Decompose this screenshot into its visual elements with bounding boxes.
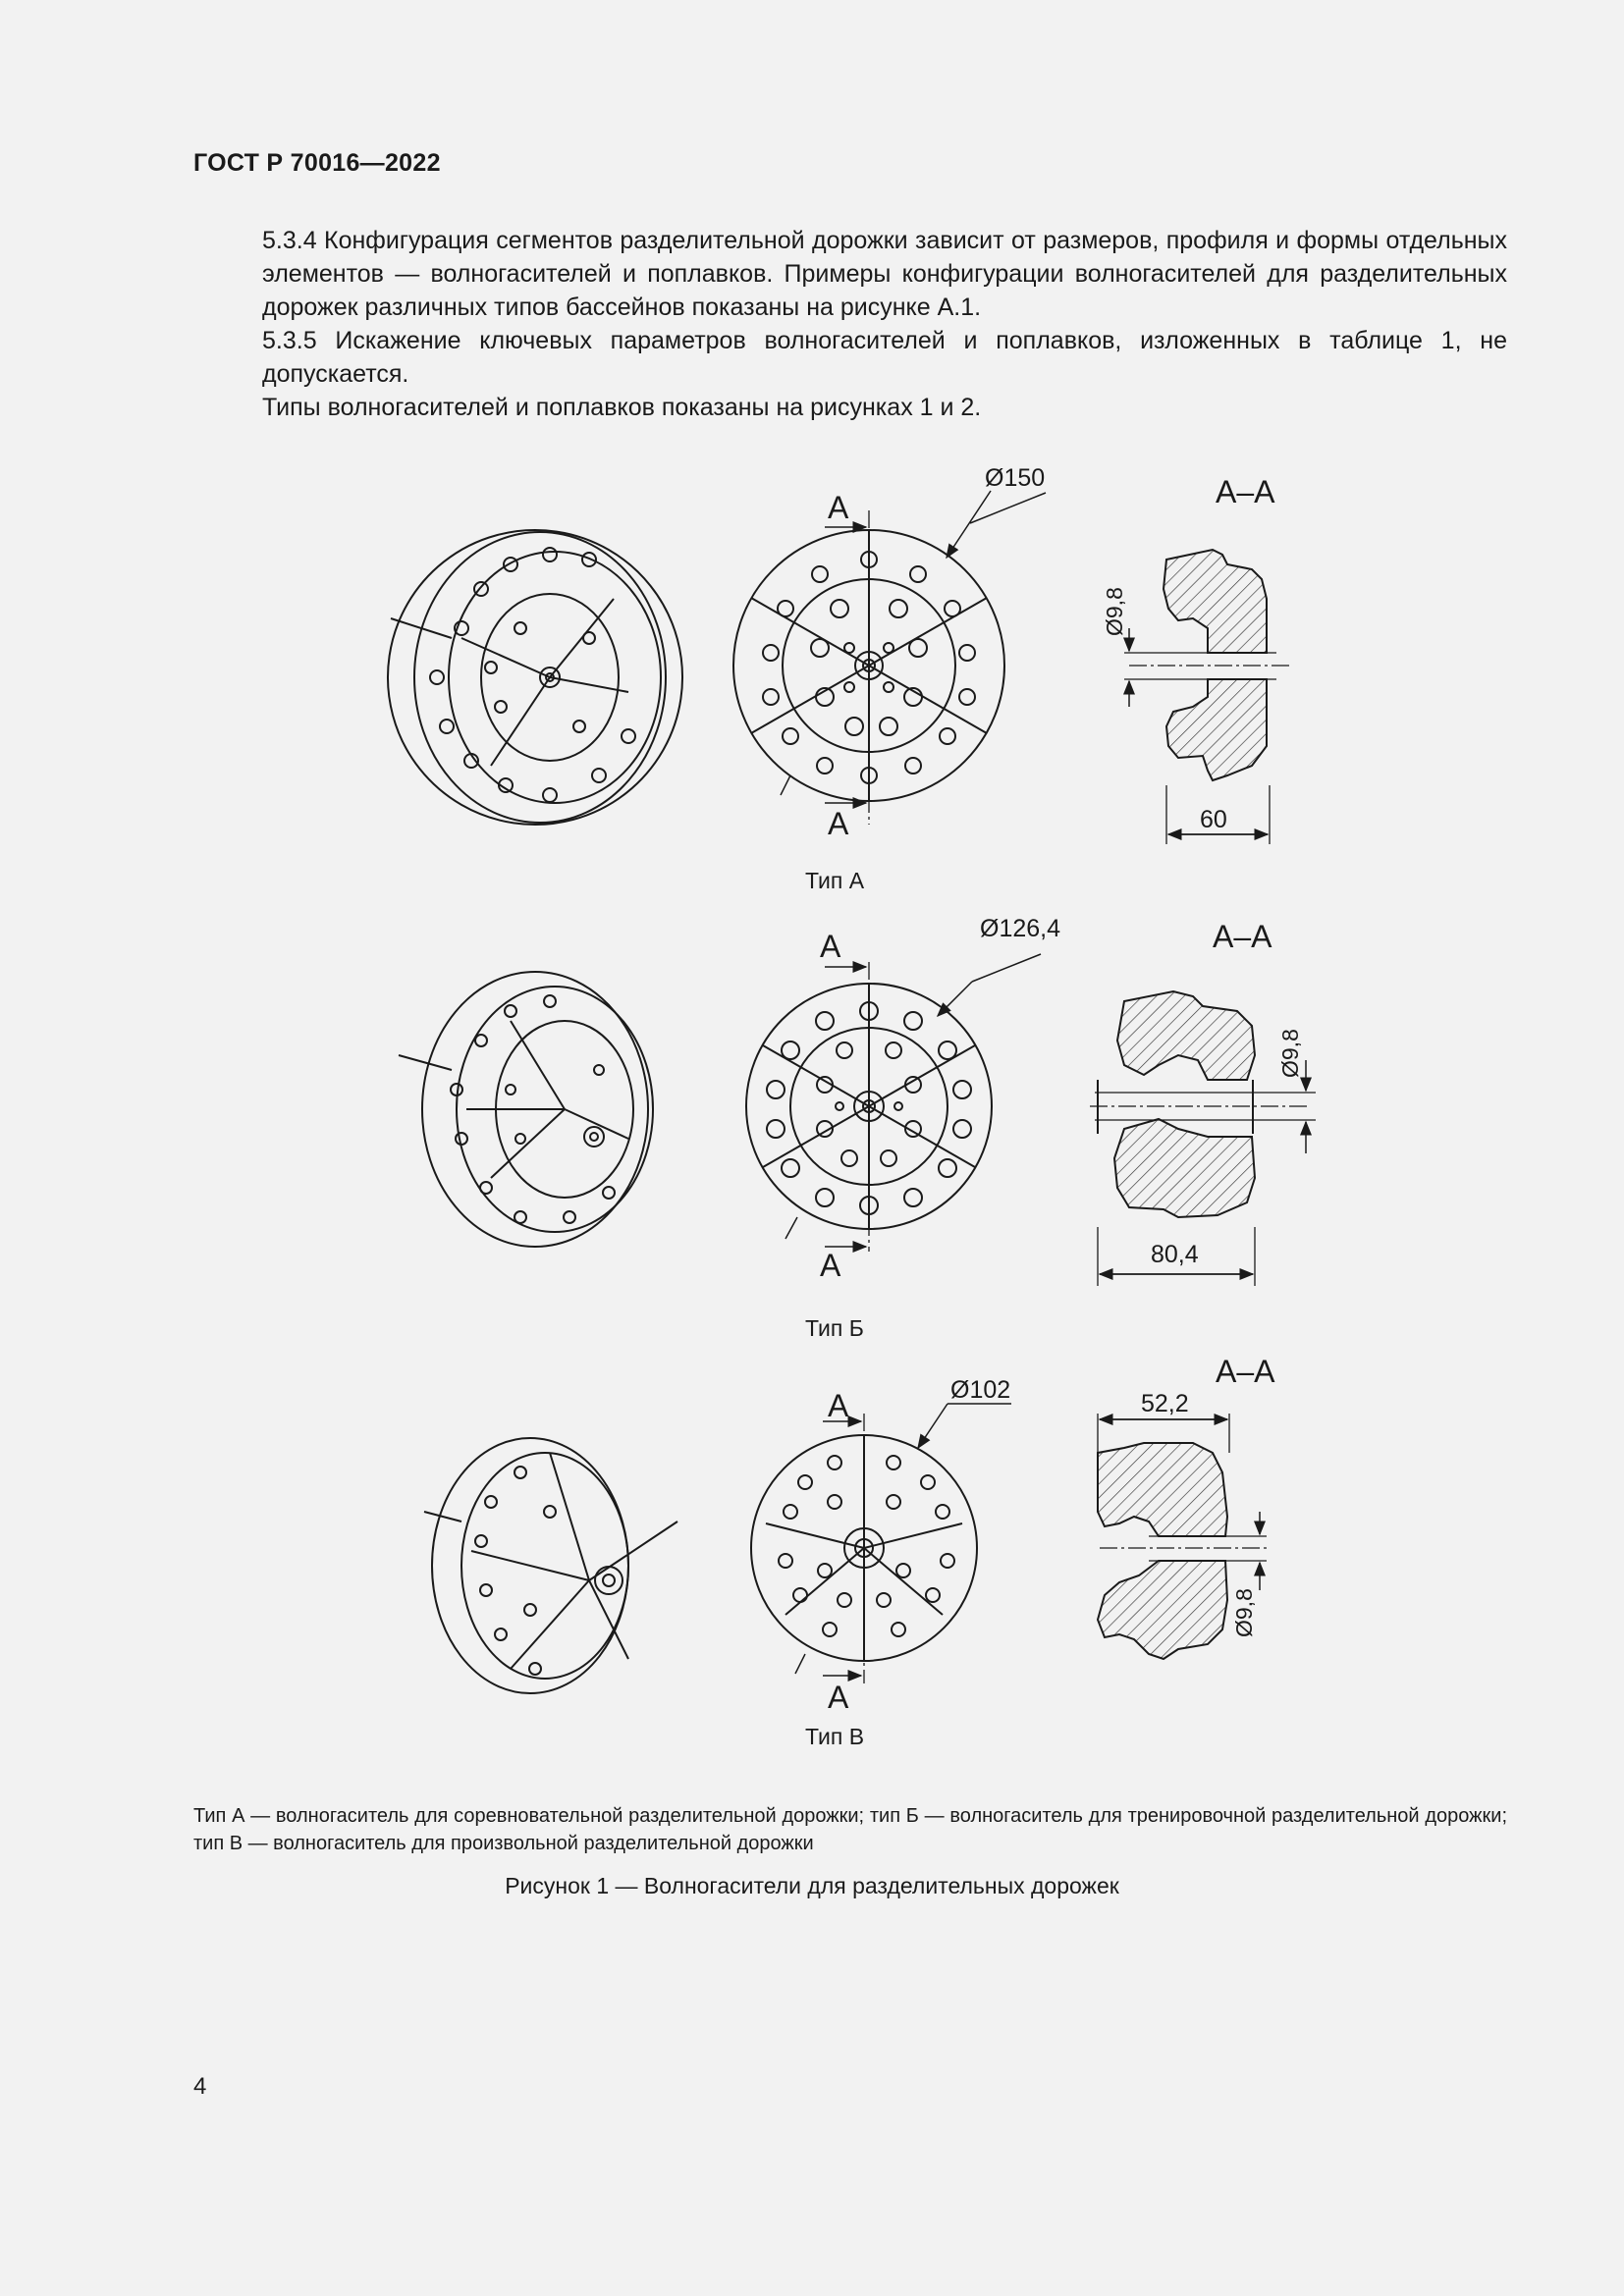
paragraph-5-3-4: 5.3.4 Конфигурация сегментов разделительной дорожки зависит от размеров, профиля и формы отдельных элементов — волногасителей и поплавков. Примеры конфигурации волногасителей для разделительных дорожек различных типов бассейнов показаны на рисунке А.1.: [262, 227, 1507, 321]
type-v-drawing: [424, 1354, 1275, 1715]
paragraph-5-3-5: 5.3.5 Искажение ключевых параметров волногасителей и поплавков, изложенных в таблице 1, не допускается.: [262, 327, 1507, 388]
type-b-cut-bottom: А: [820, 1248, 841, 1283]
type-b-width-dim: 80,4: [1151, 1241, 1199, 1268]
type-v-holes: [779, 1456, 954, 1636]
type-v-front-view: [751, 1404, 1011, 1683]
paragraph-types: Типы волногасителей и поплавков показаны на рисунках 1 и 2.: [262, 394, 982, 421]
type-b-isometric-view: [399, 972, 653, 1247]
type-b-caption: Тип Б: [805, 1315, 864, 1341]
document-header: ГОСТ Р 70016—2022: [193, 149, 441, 177]
type-a-drawing: [334, 464, 1291, 879]
type-a-cut-top: А: [828, 490, 849, 525]
type-a-width-dim: 60: [1200, 806, 1227, 833]
type-b-front-view: [746, 954, 1041, 1252]
type-a-section-view: [1124, 550, 1291, 844]
type-v-isometric-view: [424, 1438, 677, 1693]
type-a-cut-bottom: А: [828, 806, 849, 841]
type-a-hole-dim: Ø9,8: [1102, 587, 1127, 636]
type-a-caption: Тип А: [805, 868, 865, 893]
type-a-isometric-view: [334, 476, 736, 879]
figure-caption: Рисунок 1 — Волногасители для разделительных дорожек: [505, 1873, 1119, 1898]
type-b-section-label: А–А: [1213, 919, 1272, 954]
page-number: 4: [193, 2073, 207, 2100]
type-b-hole-dim: Ø9,8: [1277, 1029, 1303, 1078]
type-b-cut-top: А: [820, 929, 841, 964]
type-v-caption: Тип В: [805, 1724, 865, 1749]
type-v-section-label: А–А: [1216, 1354, 1275, 1389]
type-v-diameter: Ø102: [950, 1376, 1011, 1404]
type-b-diameter: Ø126,4: [980, 915, 1061, 942]
type-v-hole-dim: Ø9,8: [1231, 1588, 1257, 1637]
type-a-front-view: [733, 491, 1046, 825]
type-a-diameter: Ø150: [985, 464, 1046, 492]
type-v-cut-bottom: А: [828, 1680, 849, 1715]
type-a-section-label: А–А: [1216, 474, 1275, 509]
type-b-drawing: [399, 915, 1316, 1286]
figure-legend: Тип А — волногаситель для соревновательной разделительной дорожки; тип Б — волногаситель для тренировочной разделительной дорожки; тип В — волногаситель для произвольной разделительной дорожки: [193, 1805, 1507, 1854]
type-v-cut-top: А: [828, 1388, 849, 1423]
type-v-width-dim: 52,2: [1141, 1390, 1189, 1417]
